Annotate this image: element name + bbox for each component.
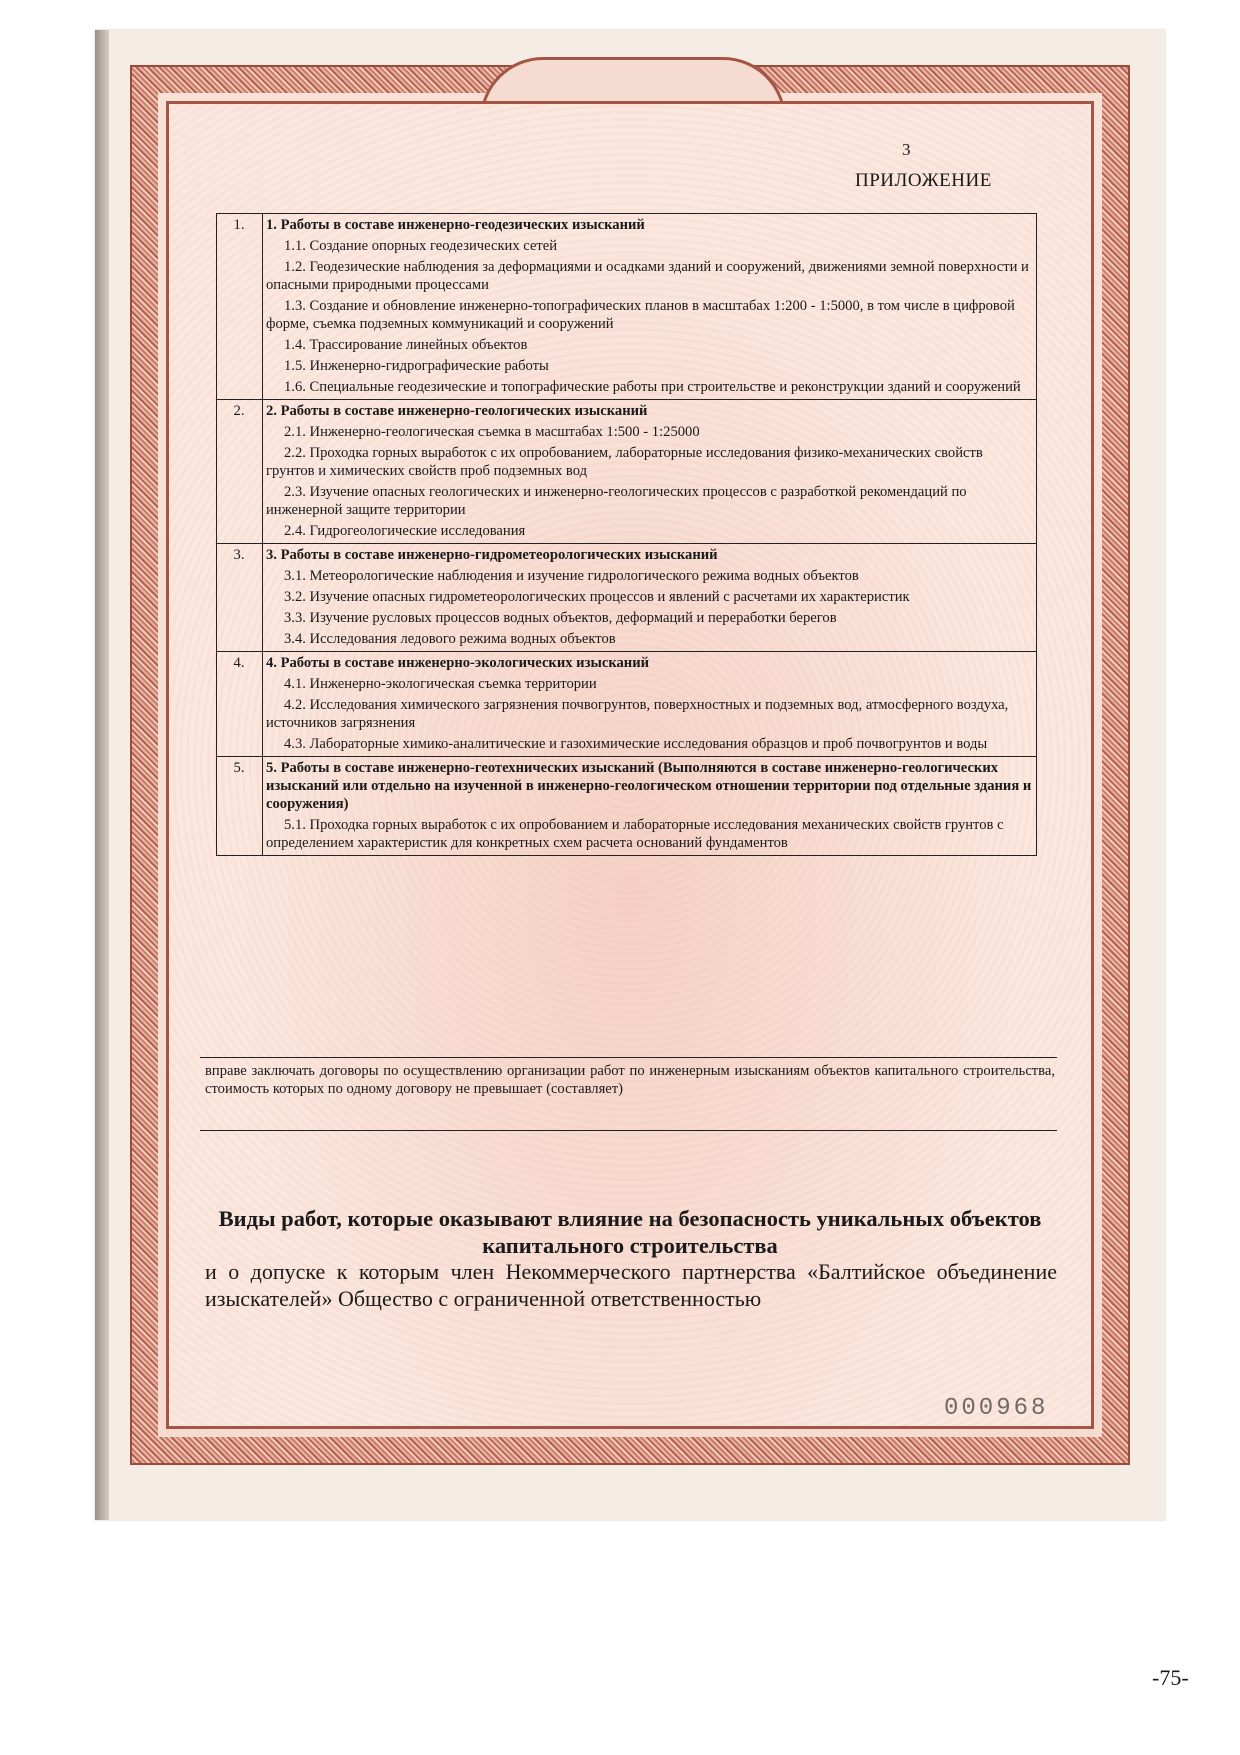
work-item: 4.1. Инженерно-экологическая съемка территории — [284, 676, 597, 692]
certificate-page-number: 3 — [902, 140, 911, 159]
table-row — [217, 757, 1037, 856]
work-item: 2.1. Инженерно-геологическая съемка в масштабах 1:500 - 1:25000 — [284, 424, 700, 440]
works-table — [216, 213, 1037, 856]
work-item: 4.3. Лабораторные химико-аналитические и газохимические исследования образцов и проб почвогрунтов и воды — [284, 736, 988, 752]
table-row — [217, 544, 1037, 652]
work-item: 3.4. Исследования ледового режима водных объектов — [284, 631, 616, 647]
work-item: 1.4. Трассирование линейных объектов — [284, 337, 528, 353]
section-number: 1. — [217, 214, 263, 400]
section-number: 4. — [217, 652, 263, 757]
table-row — [217, 400, 1037, 544]
section-title: 1. Работы в составе инженерно-геодезических изысканий — [266, 217, 645, 233]
work-item: 2.3. Изучение опасных геологических и инженерно-геологических процессов с разработкой рекомендаций по инженерной защите территории — [266, 484, 967, 518]
work-item: 3.3. Изучение русловых процессов водных объектов, деформаций и переработки берегов — [284, 610, 837, 626]
table-row — [217, 214, 1037, 400]
section-number: 2. — [217, 400, 263, 544]
sheet-number: -75- — [1152, 1665, 1189, 1690]
work-item: 1.6. Специальные геодезические и топографические работы при строительстве и реконструкции зданий и сооружений — [284, 379, 1021, 395]
work-item: 4.2. Исследования химического загрязнения почвогрунтов, поверхностных и подземных вод, атмосферного воздуха, источников загрязнения — [266, 697, 1009, 731]
section-number: 5. — [217, 757, 263, 856]
work-item: 1.1. Создание опорных геодезических сетей — [284, 238, 558, 254]
scan-edge-shadow — [95, 30, 109, 1520]
section-number: 3. — [217, 544, 263, 652]
work-item: 2.4. Гидрогеологические исследования — [284, 523, 526, 539]
work-item: 1.3. Создание и обновление инженерно-топографических планов в масштабах 1:200 - 1:5000, в том числе в цифровой форме, съемка подземных коммуникаций и сооружений — [266, 298, 1015, 332]
section-title: 4. Работы в составе инженерно-экологических изысканий — [266, 655, 650, 671]
admission-text: и о допуске к которым член Некоммерческого партнерства «Балтийское объединение изыскателей» Общество с ограниченной ответственностью — [205, 1259, 1057, 1311]
work-item: 2.2. Проходка горных выработок с их опробованием, лабораторные исследования физико-механических свойств грунтов и химических свойств проб подземных вод — [266, 445, 983, 479]
section-content — [263, 400, 1037, 544]
blank-line — [200, 1130, 1057, 1131]
work-item: 3.2. Изучение опасных гидрометеорологических процессов и явлений с расчетами их характеристик — [284, 589, 910, 605]
work-item: 5.1. Проходка горных выработок с их опробованием и лабораторные исследования механических свойств грунтов с определением характеристик для конкретных схем расчета оснований фундаментов — [266, 817, 1004, 851]
section-title: 3. Работы в составе инженерно-гидрометеорологических изысканий — [266, 547, 718, 563]
appendix-title: ПРИЛОЖЕНИЕ — [855, 170, 992, 191]
work-item: 1.5. Инженерно-гидрографические работы — [284, 358, 549, 374]
section-title: 5. Работы в составе инженерно-геотехнических изысканий (Выполняются в составе инженерно-геологических изысканий или отдельно на изученной в инженерно-геологическом отношении территории под отдельные здания и сооружения) — [266, 760, 1032, 812]
unique-objects-heading: Виды работ, которые оказывают влияние на безопасность уникальных объектов капитального строительства — [218, 1206, 1042, 1258]
blank-line — [200, 1057, 1057, 1058]
section-content — [263, 652, 1037, 757]
work-item: 1.2. Геодезические наблюдения за деформациями и осадками зданий и сооружений, движениями земной поверхности и опасными природными процессами — [266, 259, 1029, 293]
work-item: 3.1. Метеорологические наблюдения и изучение гидрологического режима водных объектов — [284, 568, 859, 584]
section-content — [263, 757, 1037, 856]
section-content — [263, 214, 1037, 400]
serial-number: 000968 — [944, 1395, 1049, 1422]
contract-limit-text: вправе заключать договоры по осуществлению организации работ по инженерным изысканиям объектов капитального строительства, стоимость которых по одному договору не превышает (составляет) — [205, 1063, 1055, 1097]
section-content — [263, 544, 1037, 652]
table-row — [217, 652, 1037, 757]
section-title: 2. Работы в составе инженерно-геологических изысканий — [266, 403, 648, 419]
